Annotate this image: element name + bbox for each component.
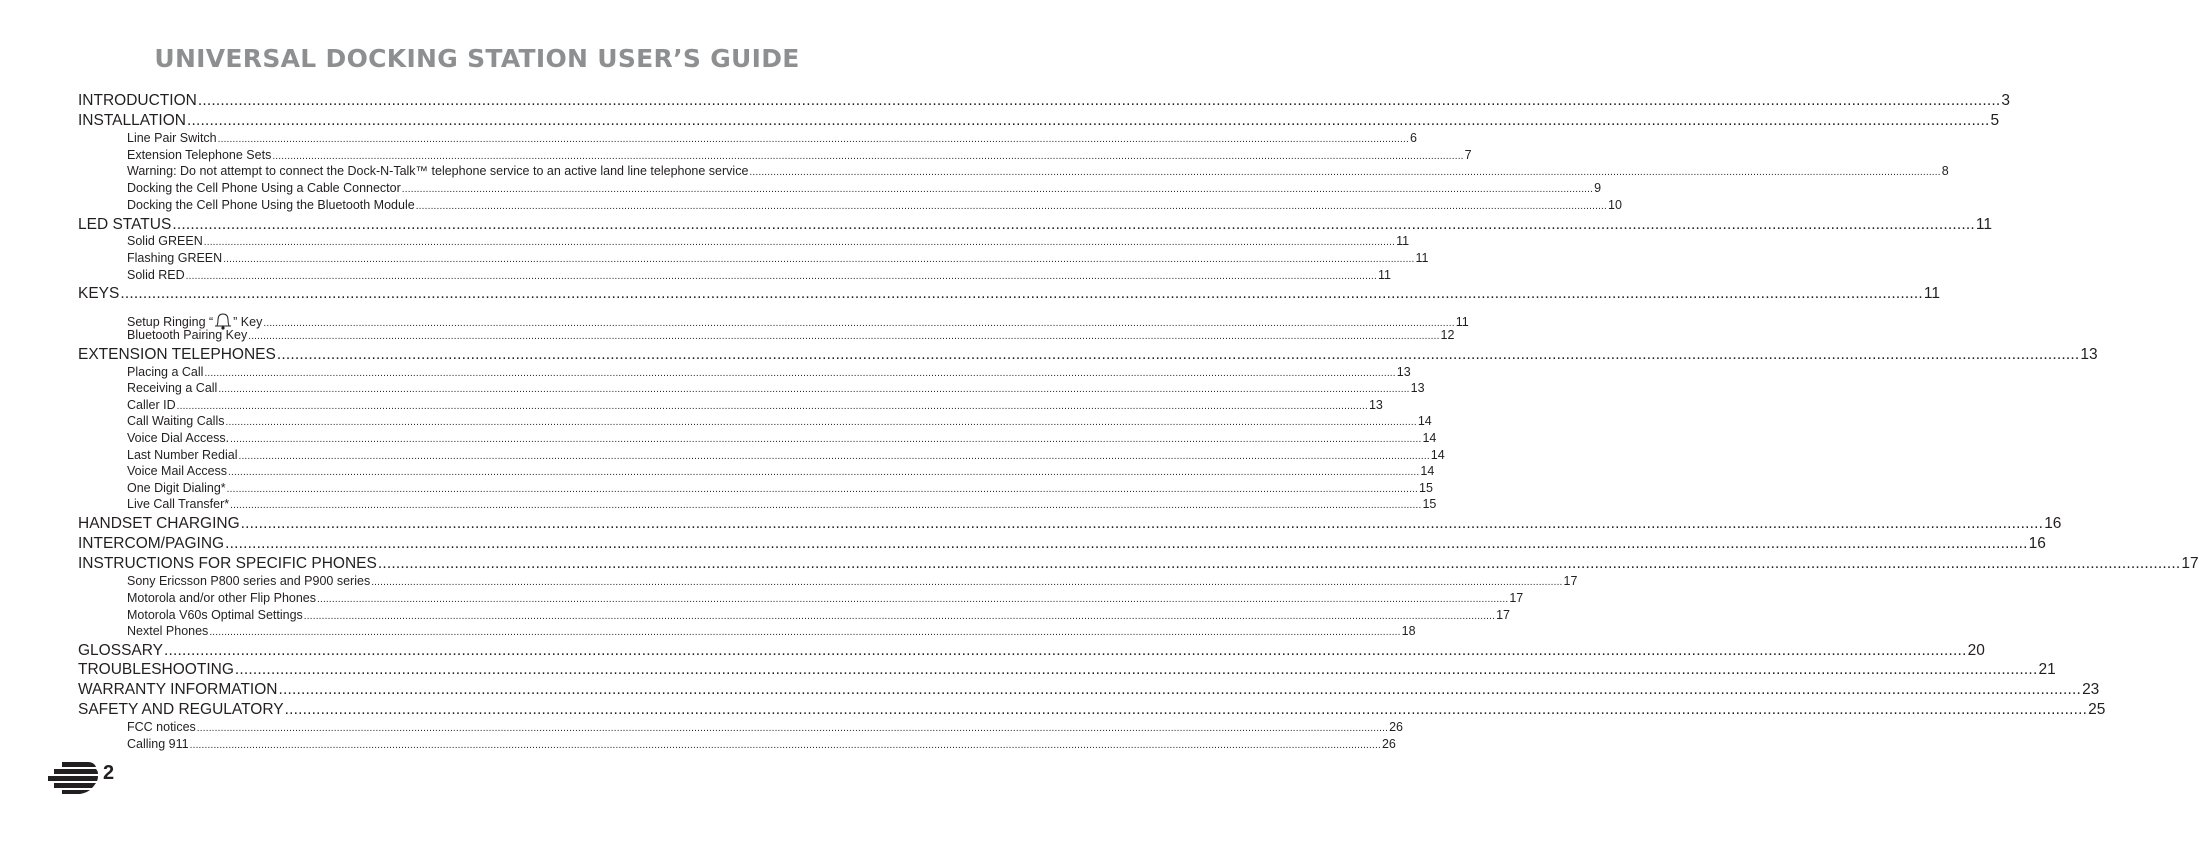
- toc-entry[interactable]: [78, 285, 1941, 305]
- toc-entry-label: KEYS: [78, 285, 120, 302]
- toc-entry-label: Call Waiting Calls: [127, 414, 225, 428]
- dot-leader: ................................................................................................................................................................................................................................................................................................................................................................................................................: [204, 368, 1396, 379]
- toc-subentry[interactable]: [127, 268, 1391, 284]
- toc-entry-label: Calling 911: [127, 737, 189, 751]
- toc-page-number: 15: [1422, 497, 1437, 511]
- toc-entry-label: Placing a Call: [127, 365, 204, 379]
- toc-subentry[interactable]: [127, 464, 1435, 480]
- toc-entry-label: Bluetooth Pairing Key: [127, 328, 248, 342]
- toc-subentry[interactable]: [127, 328, 1455, 344]
- toc-entry-label: Flashing GREEN: [127, 251, 223, 265]
- dot-leader: ................................................................................................................................................................................................................................................................................................................................................................................................................: [377, 555, 2181, 572]
- toc-page-number: 16: [2028, 535, 2046, 552]
- toc-page-number: 10: [1608, 198, 1622, 212]
- toc-entry-label: TROUBLESHOOTING: [78, 661, 234, 678]
- toc-subentry[interactable]: [127, 481, 1433, 497]
- toc-page-number: 13: [1368, 398, 1383, 412]
- toc-page-number: 6: [1409, 131, 1417, 145]
- toc-entry[interactable]: [78, 681, 2100, 701]
- toc-page-number: 7: [1464, 148, 1472, 162]
- toc-entry-label: Line Pair Switch: [127, 131, 217, 145]
- toc-entry-label: Extension Telephone Sets: [127, 148, 272, 162]
- toc-subentry[interactable]: [127, 381, 1425, 397]
- toc-entry[interactable]: [78, 701, 2106, 721]
- toc-page-number: 16: [2044, 515, 2062, 532]
- toc-entry-label: Solid RED: [127, 268, 185, 282]
- toc-subentry[interactable]: [127, 365, 1411, 381]
- page-number: 2: [103, 762, 115, 784]
- toc-subentry[interactable]: [127, 591, 1524, 607]
- toc-page-number: 18: [1401, 624, 1416, 638]
- toc-entry[interactable]: [78, 535, 2046, 555]
- toc-entry-label: SAFETY AND REGULATORY: [78, 701, 284, 718]
- toc-entry[interactable]: [78, 661, 2056, 681]
- toc-page-number: 11: [1415, 251, 1429, 265]
- toc-entry-label: One Digit Dialing*: [127, 481, 226, 495]
- dot-leader: ................................................................................................................................................................................................................................................................................................................................................................................................................: [164, 642, 1967, 659]
- dot-leader: ................................................................................................................................................................................................................................................................................................................................................................................................................: [217, 134, 1409, 145]
- toc-entry-label-part: Setup Ringing “: [127, 315, 214, 329]
- toc-page-number: 14: [1430, 448, 1445, 462]
- toc-entry-label: FCC notices: [127, 720, 196, 734]
- toc-page-number: 17: [1496, 608, 1511, 622]
- dot-leader: ................................................................................................................................................................................................................................................................................................................................................................................................................: [272, 151, 1464, 162]
- toc-entry-label: LED STATUS: [78, 216, 172, 233]
- dot-leader: ................................................................................................................................................................................................................................................................................................................................................................................................................: [263, 318, 1455, 329]
- toc-entry-label: INSTALLATION: [78, 112, 186, 129]
- toc-entry-label: Motorola and/or other Flip Phones: [127, 591, 316, 605]
- toc-subentry[interactable]: [127, 398, 1383, 414]
- speed-lines-logo-icon: [48, 759, 100, 795]
- toc-subentry[interactable]: [127, 131, 1417, 147]
- toc-subentry[interactable]: [127, 148, 1472, 164]
- dot-leader: ................................................................................................................................................................................................................................................................................................................................................................................................................: [303, 611, 1496, 622]
- toc-subentry[interactable]: [127, 608, 1511, 624]
- toc-page-number: 11: [1923, 285, 1941, 302]
- toc-entry-label: Live Call Transfer*: [127, 497, 230, 511]
- toc-entry[interactable]: [78, 346, 2098, 366]
- toc-page-number: 11: [1975, 216, 1992, 233]
- dot-leader: ................................................................................................................................................................................................................................................................................................................................................................................................................: [186, 112, 1990, 129]
- toc-entry[interactable]: [78, 555, 2199, 575]
- toc-subentry[interactable]: [127, 181, 1602, 197]
- dot-leader: ................................................................................................................................................................................................................................................................................................................................................................................................................: [401, 184, 1594, 195]
- toc-subentry[interactable]: [127, 431, 1437, 447]
- dot-leader: ................................................................................................................................................................................................................................................................................................................................................................................................................: [225, 535, 2028, 552]
- toc-entry-label: Warning: Do not attempt to connect the Dock-N-Talk™ telephone service to an active land line telephone service: [127, 164, 749, 178]
- dot-leader: ................................................................................................................................................................................................................................................................................................................................................................................................................: [197, 92, 2001, 109]
- toc-subentry[interactable]: [127, 251, 1429, 267]
- toc-page-number: 17: [2181, 555, 2199, 572]
- dot-leader: ................................................................................................................................................................................................................................................................................................................................................................................................................: [278, 681, 2082, 698]
- toc-page-number: 8: [1941, 164, 1949, 178]
- toc-subentry[interactable]: [127, 720, 1404, 736]
- dot-leader: ................................................................................................................................................................................................................................................................................................................................................................................................................: [223, 254, 1415, 265]
- toc-page-number: 14: [1417, 414, 1432, 428]
- toc-entry[interactable]: [78, 112, 2000, 132]
- toc-page-number: 13: [2080, 346, 2098, 363]
- toc-page-number: 9: [1594, 181, 1602, 195]
- toc-entry-label: INSTRUCTIONS FOR SPECIFIC PHONES: [78, 555, 377, 572]
- dot-leader: ................................................................................................................................................................................................................................................................................................................................................................................................................: [218, 384, 1410, 395]
- dot-leader: ................................................................................................................................................................................................................................................................................................................................................................................................................: [371, 577, 1563, 588]
- dot-leader: ................................................................................................................................................................................................................................................................................................................................................................................................................: [415, 201, 1608, 212]
- toc-page-number: 17: [1563, 574, 1578, 588]
- dot-leader: ................................................................................................................................................................................................................................................................................................................................................................................................................: [228, 467, 1420, 478]
- toc-page-number: 20: [1967, 642, 1985, 659]
- dot-leader: ................................................................................................................................................................................................................................................................................................................................................................................................................: [238, 451, 1430, 462]
- toc-page-number: 12: [1440, 328, 1455, 342]
- toc-page-number: 25: [2088, 701, 2106, 718]
- toc-entry-label: Voice Dial Access.: [127, 431, 230, 445]
- toc-entry-label: WARRANTY INFORMATION: [78, 681, 278, 698]
- toc-subentry[interactable]: [127, 574, 1578, 590]
- toc-page-number: 14: [1422, 431, 1437, 445]
- toc-page-number: 21: [2038, 661, 2056, 678]
- toc-subentry[interactable]: [127, 414, 1432, 430]
- toc-entry[interactable]: [78, 515, 2062, 535]
- dot-leader: ................................................................................................................................................................................................................................................................................................................................................................................................................: [196, 723, 1389, 734]
- page-title: UNIVERSAL DOCKING STATION USER’S GUIDE: [154, 44, 800, 73]
- toc-page-number: 23: [2082, 681, 2100, 698]
- dot-leader: ................................................................................................................................................................................................................................................................................................................................................................................................................: [209, 627, 1401, 638]
- dot-leader: ................................................................................................................................................................................................................................................................................................................................................................................................................: [276, 346, 2080, 363]
- toc-entry[interactable]: [78, 642, 1985, 662]
- toc-subentry[interactable]: [127, 164, 1949, 180]
- dot-leader: ................................................................................................................................................................................................................................................................................................................................................................................................................: [248, 331, 1440, 342]
- toc-subentry[interactable]: [127, 198, 1622, 214]
- toc-page-number: 3: [2001, 92, 2011, 109]
- dot-leader: ................................................................................................................................................................................................................................................................................................................................................................................................................: [189, 740, 1381, 751]
- toc-subentry[interactable]: [127, 311, 1469, 329]
- toc-subentry[interactable]: [127, 234, 1410, 250]
- toc-entry-label: Solid GREEN: [127, 234, 203, 248]
- toc-entry-label: INTERCOM/PAGING: [78, 535, 225, 552]
- toc-page-number: 5: [1990, 112, 2000, 129]
- toc-page-number: 14: [1420, 464, 1435, 478]
- toc-entry-label: Motorola V60s Optimal Settings: [127, 608, 303, 622]
- toc-entry-label: EXTENSION TELEPHONES: [78, 346, 276, 363]
- toc-entry-label: Voice Mail Access: [127, 464, 228, 478]
- toc-subentry[interactable]: [127, 737, 1396, 753]
- dot-leader: ................................................................................................................................................................................................................................................................................................................................................................................................................: [749, 167, 1941, 178]
- dot-leader: ................................................................................................................................................................................................................................................................................................................................................................................................................: [240, 515, 2044, 532]
- toc-entry-label: Docking the Cell Phone Using a Cable Connector: [127, 181, 401, 195]
- toc-entry-label: Receiving a Call: [127, 381, 218, 395]
- toc-entry[interactable]: [78, 216, 1992, 236]
- dot-leader: ................................................................................................................................................................................................................................................................................................................................................................................................................: [226, 484, 1418, 495]
- toc-entry-label: Last Number Redial: [127, 448, 238, 462]
- toc-entry[interactable]: [78, 92, 2011, 112]
- dot-leader: ................................................................................................................................................................................................................................................................................................................................................................................................................: [230, 434, 1422, 445]
- dot-leader: ................................................................................................................................................................................................................................................................................................................................................................................................................: [172, 216, 1975, 233]
- toc-entry-label: GLOSSARY: [78, 642, 164, 659]
- dot-leader: ................................................................................................................................................................................................................................................................................................................................................................................................................: [284, 701, 2088, 718]
- toc-entry-label: Sony Ericsson P800 series and P900 series: [127, 574, 371, 588]
- toc-entry-label: Docking the Cell Phone Using the Bluetooth Module: [127, 198, 415, 212]
- toc-page-number: 13: [1396, 365, 1411, 379]
- toc-page-number: 11: [1378, 268, 1391, 282]
- dot-leader: ................................................................................................................................................................................................................................................................................................................................................................................................................: [203, 237, 1396, 248]
- toc-subentry[interactable]: [127, 624, 1416, 640]
- dot-leader: ................................................................................................................................................................................................................................................................................................................................................................................................................: [230, 500, 1422, 511]
- toc-entry-label: HANDSET CHARGING: [78, 515, 240, 532]
- toc-page-number: 11: [1396, 234, 1410, 248]
- dot-leader: ................................................................................................................................................................................................................................................................................................................................................................................................................: [120, 285, 1923, 302]
- toc-page-number: 26: [1381, 737, 1396, 751]
- dot-leader: ................................................................................................................................................................................................................................................................................................................................................................................................................: [225, 417, 1417, 428]
- toc-entry-label: INTRODUCTION: [78, 92, 197, 109]
- toc-entry-label: Caller ID: [127, 398, 176, 412]
- toc-subentry[interactable]: [127, 497, 1437, 513]
- toc-entry-label: Nextel Phones: [127, 624, 209, 638]
- toc-page-number: 26: [1389, 720, 1404, 734]
- toc-entry-label-part: ” Key: [233, 315, 263, 329]
- toc-page-number: 11: [1455, 315, 1469, 329]
- dot-leader: ................................................................................................................................................................................................................................................................................................................................................................................................................: [317, 594, 1509, 605]
- dot-leader: ................................................................................................................................................................................................................................................................................................................................................................................................................: [185, 271, 1377, 282]
- toc-page-number: 15: [1419, 481, 1433, 495]
- toc-page-number: 13: [1410, 381, 1425, 395]
- dot-leader: ................................................................................................................................................................................................................................................................................................................................................................................................................: [176, 401, 1368, 412]
- toc-page-number: 17: [1509, 591, 1524, 605]
- dot-leader: ................................................................................................................................................................................................................................................................................................................................................................................................................: [234, 661, 2038, 678]
- toc-subentry[interactable]: [127, 448, 1445, 464]
